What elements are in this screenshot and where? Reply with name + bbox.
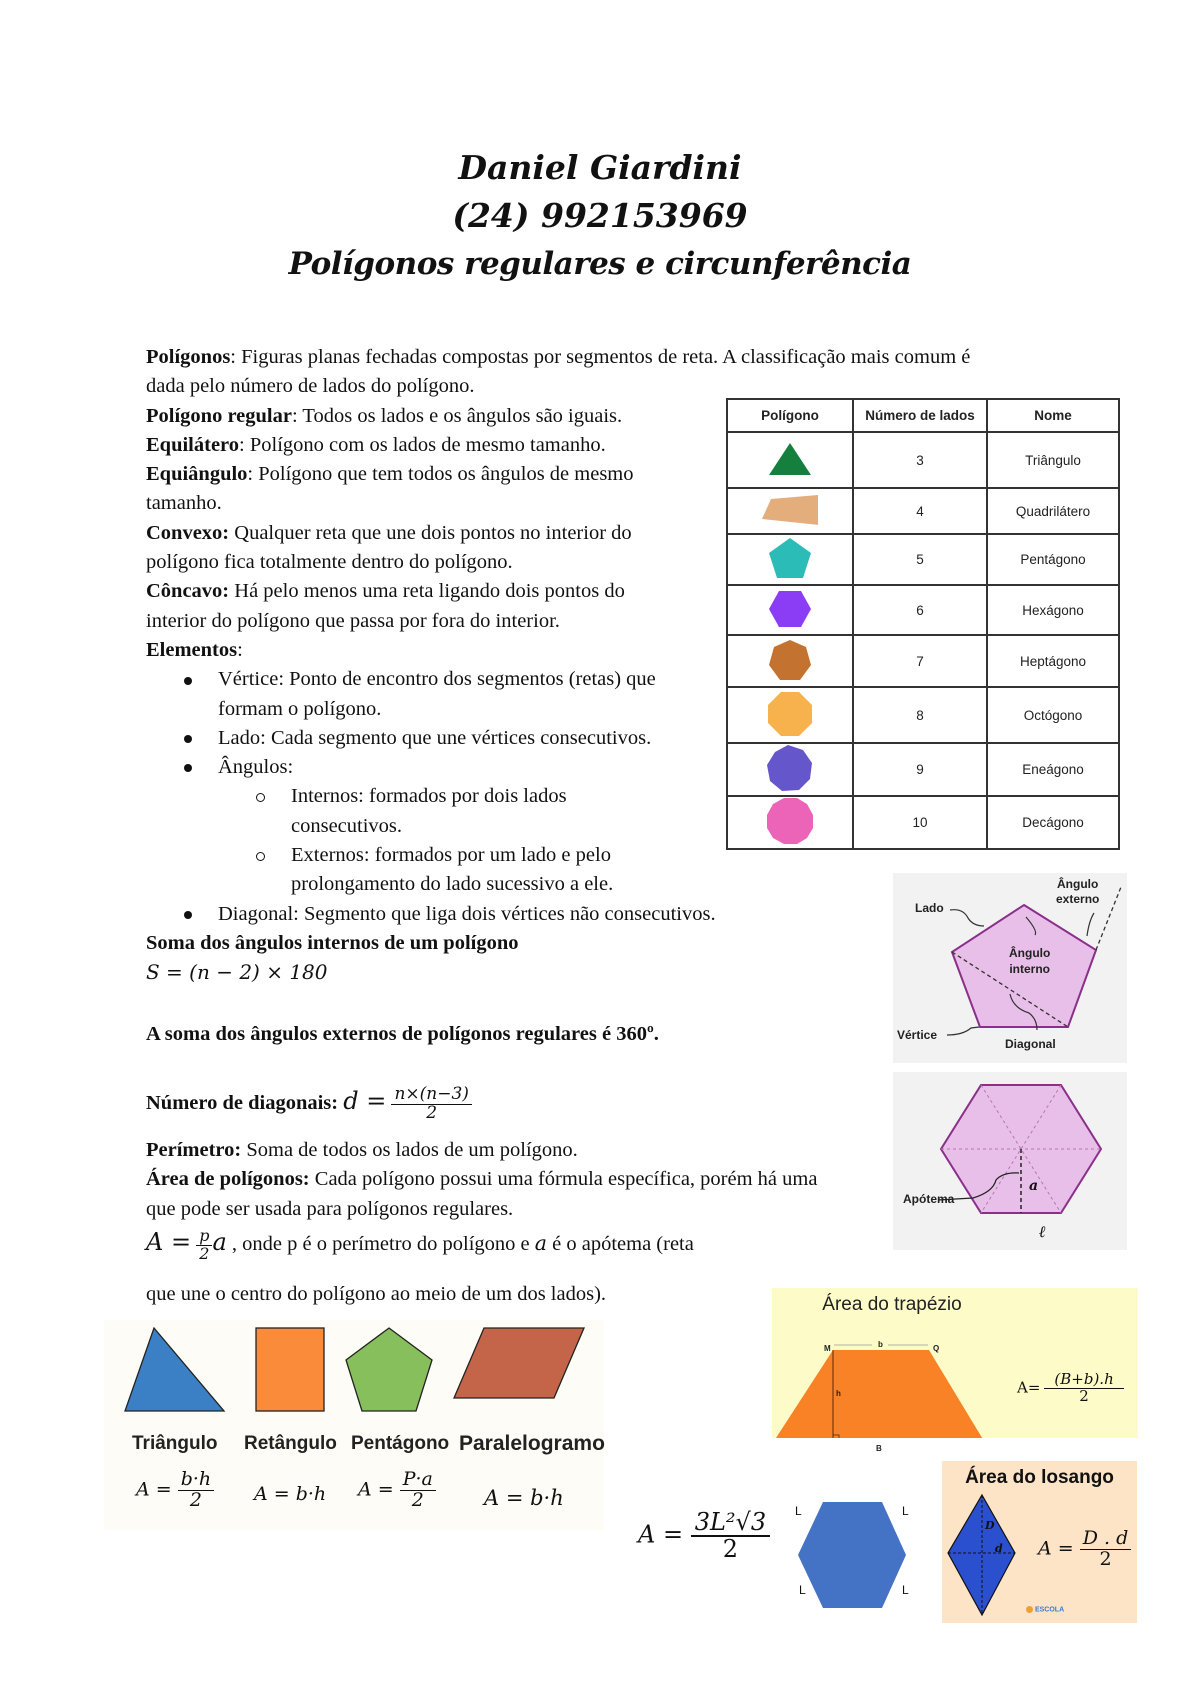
soma-externos: A soma dos ângulos externos de polígonos regulares é 360º. [146, 1023, 659, 1045]
nonagon-icon [766, 744, 814, 792]
def-poligonos-cont: dada pelo número de lados do polígono. [146, 375, 475, 398]
area-shapes-panel [104, 1320, 604, 1530]
trapezio-formula: A= $\frac{(B+b).h}{2}$ [1017, 1372, 1124, 1405]
hollow-bullet-icon [256, 852, 265, 861]
label-diagonal: Diagonal [1005, 1037, 1056, 1051]
label-lado: Lado [915, 901, 944, 915]
soma-internos-heading: Soma dos ângulos internos de um polígono [146, 931, 519, 954]
label-L: L [902, 1504, 909, 1518]
def-area: Área de polígonos: Cada polígono possui uma fórmula específica, porém há uma [146, 1168, 818, 1191]
list-item-externos-cont: prolongamento do lado sucessivo a ele. [291, 873, 614, 896]
table-row: 6 Hexágono [727, 585, 1119, 635]
list-item-lado: Lado: Cada segmento que une vértices consecutivos. [146, 724, 970, 753]
diagonais-formula: Número de diagonais: d = $\frac{n\times(n-3)}{2}$ [146, 1086, 472, 1123]
shape-label-retangulo: Retângulo [244, 1433, 337, 1454]
table-row: 10 Decágono [727, 796, 1119, 849]
trapezoid-icon [772, 1318, 992, 1438]
rhombus-icon [945, 1491, 1025, 1621]
bullet-icon [184, 911, 192, 919]
table-row: 3 Triângulo [727, 432, 1119, 488]
parallelogram-icon [454, 1328, 584, 1398]
formula-paralelogramo: A = b·h [484, 1486, 564, 1510]
list-item-internos: Internos: formados por dois lados [146, 782, 970, 811]
table-row: 9 Eneágono [727, 743, 1119, 796]
losango-title: Área do losango [965, 1467, 1114, 1488]
quadrilateral-icon [762, 493, 818, 527]
hexagon-icon [767, 589, 813, 629]
def-poligonos: Polígonos: Figuras planas fechadas compostas por segmentos de reta. A classificação mais comum é [146, 346, 971, 368]
pentagon-elements-diagram [893, 873, 1127, 1063]
phone-number: (24) 992153969 [452, 196, 748, 235]
label-apotema: Apótema [903, 1192, 955, 1206]
list-item-angulos: Ângulos: [146, 753, 970, 782]
label-L: L [902, 1583, 909, 1597]
def-concavo: Côncavo: Há pelo menos uma reta ligando dois pontos do [146, 580, 625, 603]
rectangle-icon [256, 1328, 324, 1411]
table-row: 5 Pentágono [727, 534, 1119, 585]
label-h: h [836, 1389, 841, 1398]
trapezio-panel [772, 1288, 1138, 1453]
author-name: Daniel Giardini [458, 148, 742, 187]
losango-panel [942, 1461, 1137, 1623]
label-B: B [876, 1444, 882, 1453]
def-area-cont: que pode ser usada para polígonos regulares. [146, 1197, 514, 1220]
label-angulo-interno: Ângulo interno [1009, 946, 1051, 976]
losango-formula: A = $\frac{D . d}{2}$ [1038, 1529, 1131, 1570]
label-D: D [985, 1519, 995, 1532]
bullet-icon [184, 735, 192, 743]
def-equiangulo-cont: tamanho. [146, 492, 222, 515]
label-L: L [795, 1504, 802, 1518]
area-formula-cont: que une o centro do polígono ao meio de um dos lados). [146, 1283, 607, 1305]
list-item-vertice: Vértice: Ponto de encontro dos segmentos (retas) que [146, 665, 970, 694]
def-equilatero: Equilátero: Polígono com os lados de mesmo tamanho. [146, 433, 606, 456]
table-header: Polígono Número de lados Nome [727, 399, 1119, 432]
formula-retangulo: A = b·h [254, 1483, 327, 1505]
shape-label-pentagono: Pentágono [351, 1433, 450, 1454]
label-apothem-a: a [1029, 1178, 1039, 1194]
table-row: 8 Octógono [727, 687, 1119, 743]
bullet-icon [184, 677, 192, 685]
list-item-vertice-cont: formam o polígono. [218, 697, 382, 720]
label-angulo-externo: Ângulo externo [1056, 877, 1100, 906]
page-title: Polígonos regulares e circunferência [288, 246, 912, 282]
def-equiangulo: Equiângulo: Polígono que tem todos os ângulos de mesmo [146, 463, 634, 486]
table-row: 4 Quadrilátero [727, 488, 1119, 534]
area-formula: A = $\frac{p}{2}$ a , onde p é o perímetro do polígono e a é o apótema (reta [146, 1226, 694, 1263]
octagon-icon [766, 690, 814, 738]
blue-hexagon-icon [790, 1490, 930, 1620]
escola-logo: ESCOLA [1026, 1606, 1064, 1613]
list-item-externos: Externos: formados por um lado e pelo [146, 841, 970, 870]
polygon-table [726, 398, 1120, 850]
list-item-internos-cont: consecutivos. [291, 814, 403, 837]
label-M: M [824, 1344, 831, 1353]
shape-label-triangulo: Triângulo [132, 1433, 218, 1454]
def-regular: Polígono regular: Todos os lados e os ângulos são iguais. [146, 404, 623, 427]
triangle-icon [125, 1328, 224, 1411]
label-vertice: Vértice [897, 1028, 938, 1042]
decagon-icon [765, 797, 815, 845]
pentagon-icon [346, 1328, 432, 1411]
label-L: L [799, 1583, 806, 1597]
bullet-icon [184, 764, 192, 772]
def-perimetro: Perímetro: Soma de todos os lados de um polígono. [146, 1139, 578, 1161]
shapes-icons [104, 1322, 604, 1422]
def-convexo: Convexo: Qualquer reta que une dois pontos no interior do [146, 521, 632, 544]
logo-icon [1026, 1606, 1033, 1613]
list-item-diagonal: Diagonal: Segmento que liga dois vértices não consecutivos. [146, 900, 970, 929]
label-d: d [995, 1542, 1003, 1555]
def-concavo-cont: interior do polígono que passa por fora do interior. [146, 609, 560, 632]
shape-label-paralelogramo: Paralelogramo [459, 1432, 605, 1455]
heptagon-icon [767, 638, 813, 682]
soma-internos-formula: S = (n − 2) × 180 [146, 960, 328, 985]
hexagon-area-formula: A = $\frac{\text{3L²√3}}{2}$ [638, 1510, 770, 1562]
hexagon-apothem-diagram [893, 1072, 1127, 1250]
hexagon-apothem-icon [893, 1072, 1127, 1250]
trapezio-title: Área do trapézio [822, 1294, 962, 1315]
elementos-heading: Elementos: [146, 638, 243, 661]
label-Q: Q [933, 1344, 940, 1353]
pentagon-icon [767, 536, 813, 580]
triangle-icon [765, 439, 815, 479]
formula-pentagono: A = $\frac{P\cdot a}{2}$ [358, 1470, 436, 1511]
def-convexo-cont: polígono fica totalmente dentro do polígono. [146, 551, 513, 574]
label-side-l: ℓ [1039, 1222, 1046, 1241]
table-row: 7 Heptágono [727, 635, 1119, 687]
formula-triangulo: A = $\frac{b\cdot h}{2}$ [136, 1470, 214, 1511]
hollow-bullet-icon [256, 793, 265, 802]
label-b: b [878, 1340, 883, 1349]
perimetro-area-block [146, 1136, 817, 1224]
hexagon-L-diagram [790, 1490, 930, 1620]
